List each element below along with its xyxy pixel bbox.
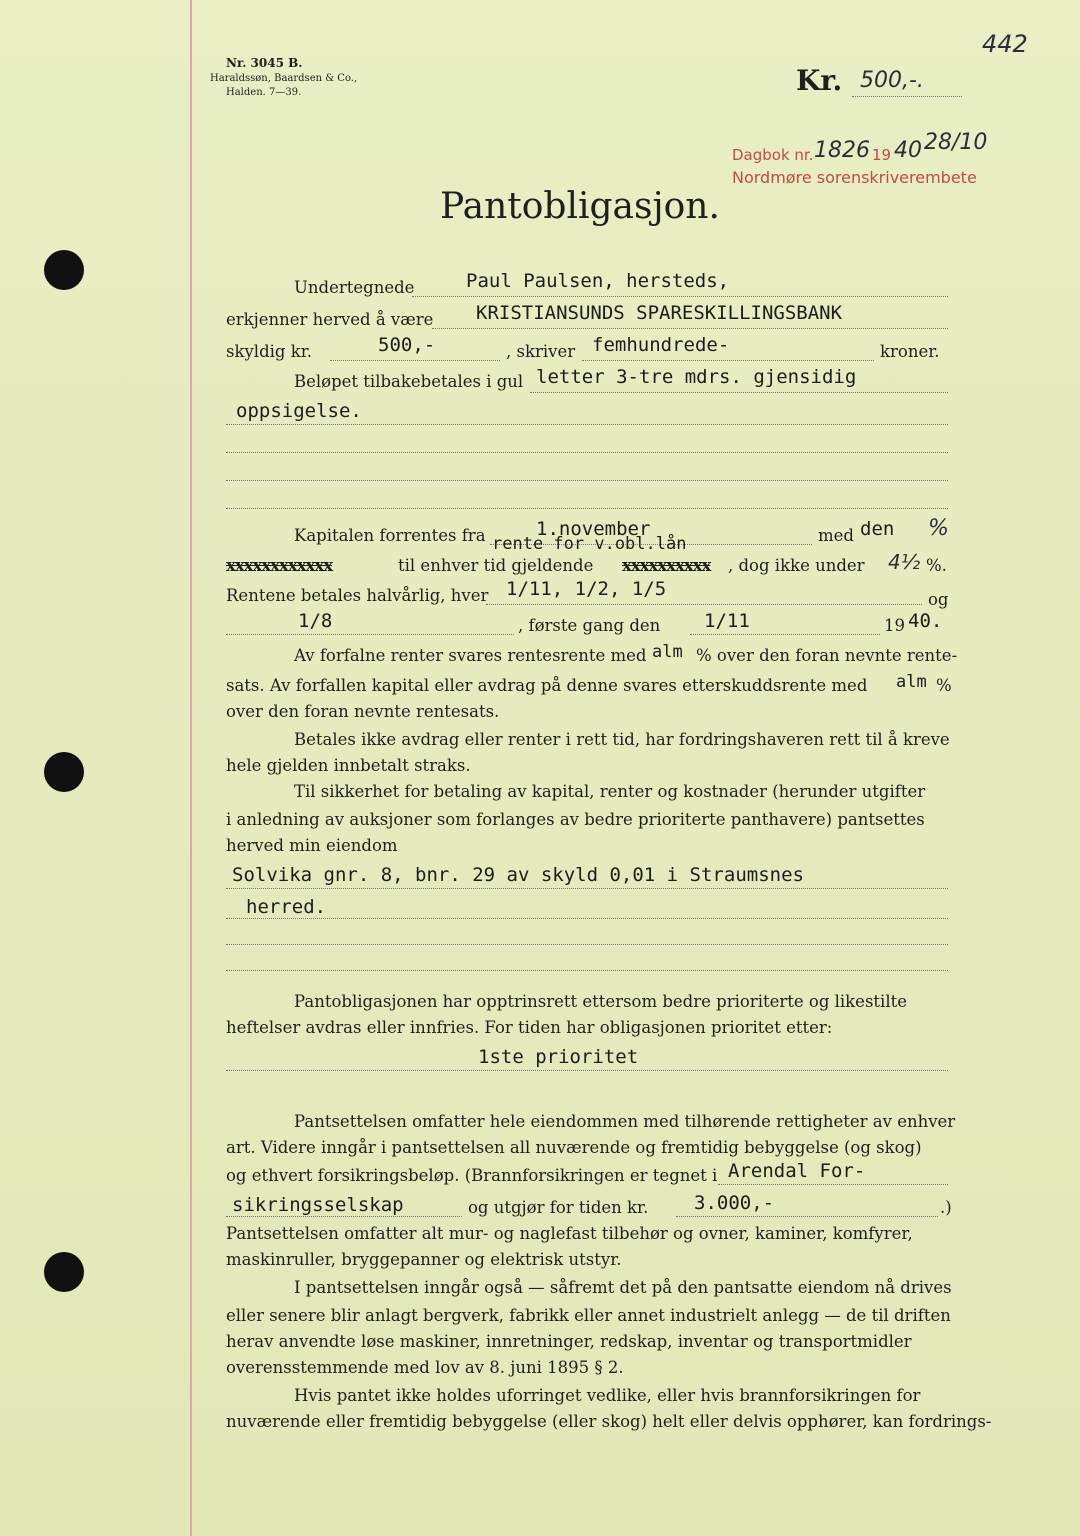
stamp-year-prefix: 19: [872, 146, 892, 164]
stamp-dagbok-number: 1826: [814, 138, 870, 163]
kapital-label: Kapitalen forrentes fra: [294, 526, 486, 545]
amount-label: Kr.: [796, 64, 843, 97]
skyldig-value: 500,-: [378, 334, 436, 356]
skriver-label: , skriver: [506, 342, 576, 361]
kroner-label: kroner.: [880, 342, 940, 361]
forfalne-rate-2: alm: [896, 672, 927, 692]
forste-label: , første gang den: [518, 616, 661, 635]
dog-value: 4½: [888, 550, 921, 574]
stamp-office: Nordmøre sorenskriverembete: [732, 168, 977, 187]
skriver-value: femhundrede-: [592, 334, 730, 356]
belopet-continued: oppsigelse.: [236, 400, 362, 422]
paragraph-line: .): [940, 1198, 952, 1217]
paragraph-line: heftelser avdras eller innfries. For tiden har obligasjonen prioritet etter:: [226, 1018, 833, 1037]
paragraph-line: %: [936, 676, 952, 695]
renter-value: 1/11, 1/2, 1/5: [506, 578, 667, 600]
paragraph-line: art. Videre inngår i pantsettelsen all nuværende og fremtidig bebyggelse (og skog): [226, 1138, 922, 1157]
paragraph-line: Pantsettelsen omfatter hele eiendommen med tilhørende rettigheter av enhver: [294, 1112, 956, 1131]
struck-text: xxxxxxxxxx: [622, 556, 711, 575]
paragraph-line: Hvis pantet ikke holdes uforringet vedlike, eller hvis brannforsikringen for: [294, 1386, 921, 1405]
paragraph-line: nuværende eller fremtidig bebyggelse (eller skog) helt eller delvis opphører, kan fordrings-: [226, 1412, 992, 1431]
insurer-value: Arendal For-: [728, 1160, 866, 1182]
belopet-value: letter 3-tre mdrs. gjensidig: [536, 366, 857, 388]
paragraph-line: sats. Av forfallen kapital eller avdrag på denne svares etterskuddsrente med: [226, 676, 868, 695]
form-place-date: Halden. 7—39.: [226, 87, 302, 98]
paragraph-line: Pantobligasjonen har opptrinsrett ettersom bedre prioriterte og likestilte: [294, 992, 907, 1011]
form-publisher: Haraldssøn, Baardsen & Co.,: [210, 73, 358, 84]
renter-value-2: 1/8: [298, 610, 333, 632]
pct-mark: %: [928, 516, 949, 541]
paragraph-line: Av forfalne renter svares rentesrente med: [294, 646, 647, 665]
med-label: med: [818, 526, 854, 545]
paragraph-line: og utgjør for tiden kr.: [468, 1198, 649, 1217]
stamp-date: 28/10: [924, 130, 988, 155]
page-number: 442: [982, 30, 1028, 58]
forste-value: 1/11: [704, 610, 750, 632]
forfalne-rate: alm: [652, 642, 683, 662]
struck-text: xxxxxxxxxxxx: [226, 556, 333, 575]
erkjenner-value: KRISTIANSUNDS SPARESKILLINGSBANK: [476, 302, 843, 324]
paragraph-line: Pantsettelsen omfatter alt mur- og naglefast tilbehør og ovner, kaminer, komfyrer,: [226, 1224, 913, 1243]
rente-value: rente for v.obl.lån: [492, 534, 687, 554]
dog-label: , dog ikke under: [728, 556, 865, 575]
punch-hole: [44, 250, 84, 290]
insurer-value-cont: sikringsselskap: [232, 1194, 404, 1216]
paragraph-line: over den foran nevnte rentesats.: [226, 702, 500, 721]
paragraph-line: herav anvendte løse maskiner, innretninger, redskap, inventar og transportmidler: [226, 1332, 912, 1351]
margin-rule: [190, 0, 192, 1536]
paragraph-line: maskinruller, bryggepanner og elektrisk utstyr.: [226, 1250, 622, 1269]
kapital-value: 1.november: [536, 518, 651, 540]
paragraph-line: Til sikkerhet for betaling av kapital, renter og kostnader (herunder utgifter: [294, 782, 926, 801]
paragraph-line: herved min eiendom: [226, 836, 398, 855]
punch-hole: [44, 1252, 84, 1292]
paragraph-line: % over den foran nevnte rente-: [696, 646, 958, 665]
paragraph-line: hele gjelden innbetalt straks.: [226, 756, 471, 775]
paragraph-line: overensstemmende med lov av 8. juni 1895 § 2.: [226, 1358, 624, 1377]
priority-value: 1ste prioritet: [478, 1046, 639, 1068]
year-label: 19: [884, 616, 905, 635]
year-value: 40.: [908, 610, 943, 632]
punch-hole: [44, 752, 84, 792]
undertegnede-label: Undertegnede: [294, 278, 415, 297]
undertegnede-value: Paul Paulsen, hersteds,: [466, 270, 730, 292]
renter-label: Rentene betales halvårlig, hver: [226, 586, 489, 605]
stamp-year: 40: [894, 138, 922, 163]
document-title: Pantobligasjon.: [440, 186, 720, 227]
paragraph-line: i anledning av auksjoner som forlanges av bedre prioriterte panthavere) pantsettes: [226, 810, 925, 829]
form-number: Nr. 3045 B.: [226, 56, 303, 70]
med-value: den: [860, 518, 895, 540]
paragraph-line: Betales ikke avdrag eller renter i rett tid, har fordringshaveren rett til å kreve: [294, 730, 950, 749]
paragraph-line: eller senere blir anlagt bergverk, fabrikk eller annet industrielt anlegg — de til driften: [226, 1306, 951, 1325]
belopet-label: Beløpet tilbakebetales i gul: [294, 372, 524, 391]
paragraph-line: og ethvert forsikringsbeløp. (Brannforsikringen er tegnet i: [226, 1166, 718, 1185]
paragraph-line: I pantsettelsen inngår også — såfremt det på den pantsatte eiendom nå drives: [294, 1278, 952, 1297]
property-description: herred.: [246, 896, 327, 918]
stamp-dagbok-label: Dagbok nr.: [732, 146, 814, 164]
property-description: Solvika gnr. 8, bnr. 29 av skyld 0,01 i Straumsnes: [232, 864, 804, 886]
skyldig-label: skyldig kr.: [226, 342, 313, 361]
og-label: og: [928, 590, 949, 609]
pct-label: %.: [926, 556, 947, 575]
amount-value: 500,-.: [860, 68, 924, 93]
insurance-amount: 3.000,-: [694, 1192, 775, 1214]
erkjenner-label: erkjenner herved å være: [226, 310, 434, 329]
til-enhver-label: til enhver tid gjeldende: [398, 556, 594, 575]
